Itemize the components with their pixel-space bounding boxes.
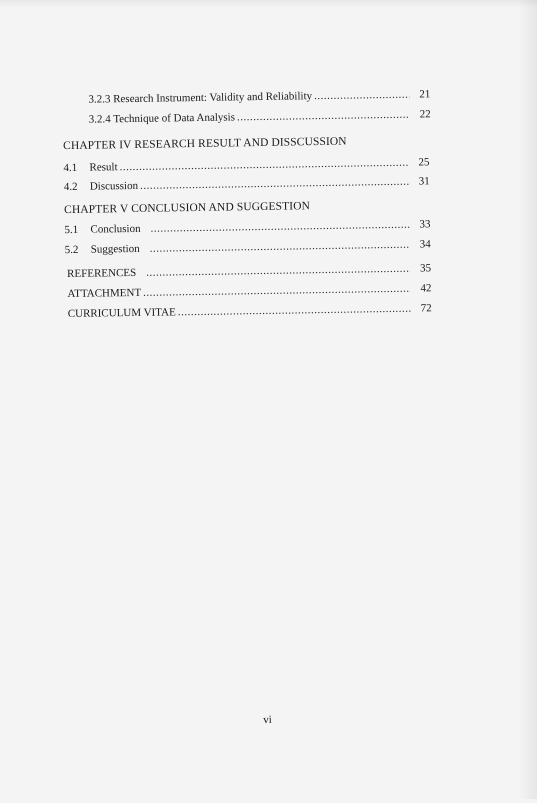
- toc-entry-number: 5.1: [64, 223, 79, 237]
- toc-chapter-4-heading: CHAPTER IV RESEARCH RESULT AND DISSCUSSION: [63, 135, 347, 153]
- toc-entry-curriculum-vitae[interactable]: [68, 301, 432, 321]
- toc-page-number: 34: [419, 238, 431, 251]
- toc-leader-dots: [143, 282, 411, 300]
- toc-entry-label: Result: [89, 161, 118, 174]
- page-footer-number: vi: [263, 713, 272, 727]
- toc-entry-text: [65, 242, 140, 257]
- toc-entry-number: 4.2: [63, 180, 78, 194]
- toc-entry-label: 3.2.4 Technique of Data Analysis: [88, 111, 236, 126]
- toc-page-number: 42: [420, 282, 432, 295]
- toc-entry-5-2[interactable]: [65, 237, 431, 257]
- toc-page-number: 25: [418, 156, 430, 169]
- toc-entry-3-2-4[interactable]: [89, 107, 431, 126]
- toc-entry-text: [63, 160, 117, 175]
- toc-entry-5-1[interactable]: [64, 217, 430, 237]
- toc-leader-dots: [314, 88, 409, 103]
- toc-page-number: 31: [418, 175, 430, 188]
- toc-entry-number: 5.2: [64, 243, 79, 257]
- toc-entry-4-2[interactable]: [64, 174, 430, 194]
- toc-page-number: 35: [420, 262, 432, 275]
- toc-entry-label: CURRICULUM VITAE: [67, 306, 176, 321]
- toc-page-number: 21: [419, 88, 431, 101]
- toc-entry-label: 3.2.3 Research Instrument: Validity and Reliability: [88, 90, 313, 106]
- toc-entry-label: Suggestion: [90, 242, 140, 256]
- toc-leader-dots: [150, 238, 410, 256]
- toc-page-number: 33: [419, 218, 431, 231]
- toc-entry-text: [64, 222, 140, 237]
- toc-entry-text: [64, 179, 138, 194]
- toc-leader-dots: [140, 175, 409, 193]
- toc-entry-4-1[interactable]: [63, 155, 429, 175]
- toc-leader-dots: [146, 262, 410, 280]
- toc-chapter-5-heading: CHAPTER V CONCLUSION AND SUGGESTION: [64, 200, 311, 217]
- toc-entry-attachment[interactable]: [67, 281, 431, 301]
- toc-leader-dots: [237, 108, 410, 125]
- toc-page-number: 72: [420, 302, 432, 315]
- toc-entry-3-2-3[interactable]: [88, 87, 430, 106]
- toc-leader-dots: [119, 156, 408, 175]
- toc-entry-label: Conclusion: [90, 222, 141, 236]
- toc-entry-label: Discussion: [89, 179, 139, 193]
- toc-leader-dots: [150, 218, 409, 236]
- toc-entry-label: ATTACHMENT: [67, 286, 142, 301]
- toc-leader-dots: [178, 302, 411, 320]
- toc-entry-label: REFERENCES: [67, 266, 137, 281]
- toc-entry-number: 4.1: [63, 161, 78, 175]
- toc-entry-references[interactable]: [67, 261, 431, 281]
- toc-page-number: 22: [419, 108, 431, 121]
